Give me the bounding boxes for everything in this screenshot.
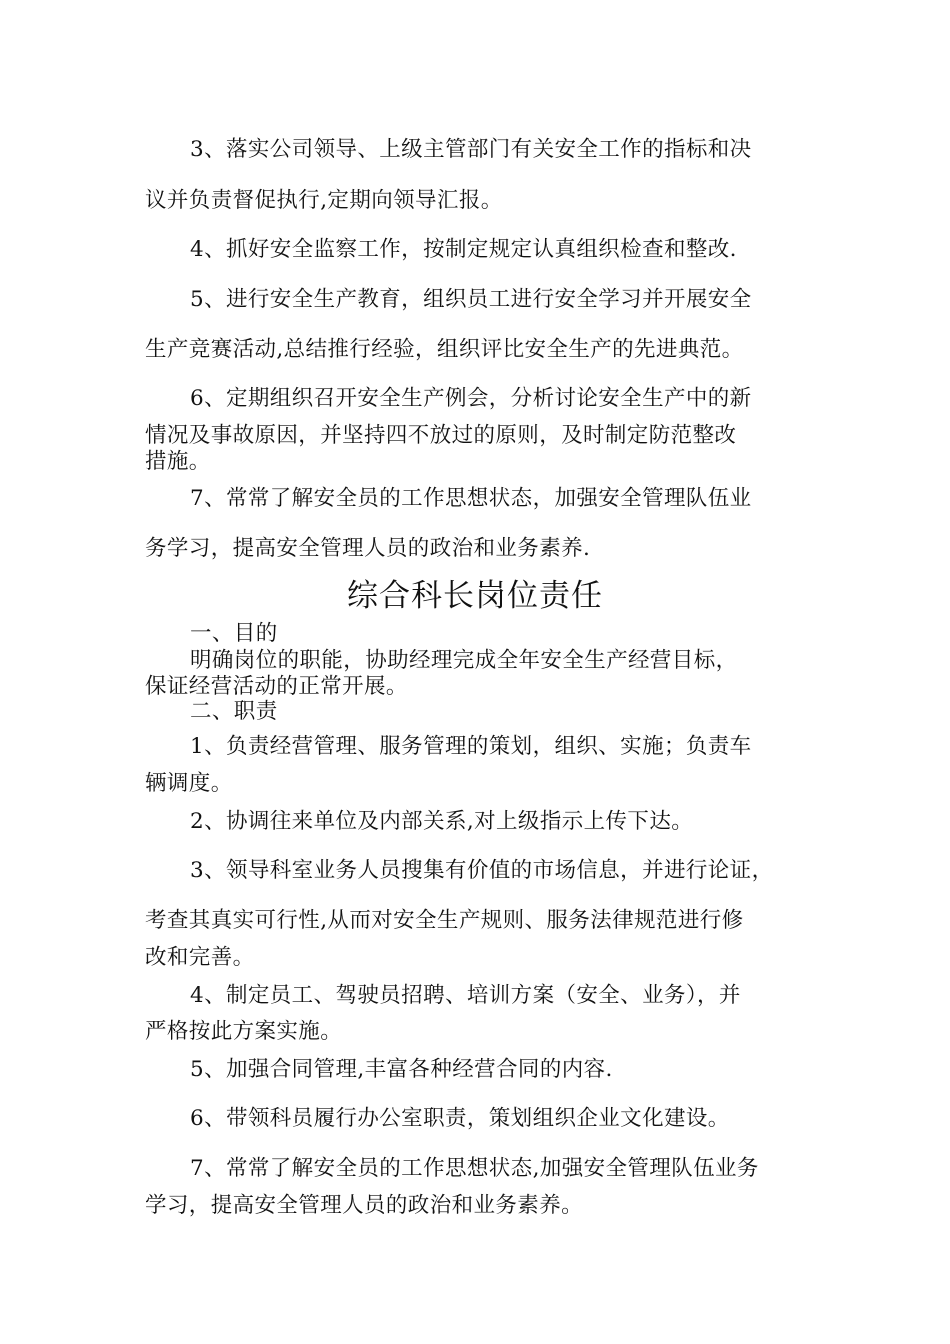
paragraph-line: 6、定期组织召开安全生产例会，分析讨论安全生产中的新 — [190, 386, 752, 411]
paragraph-line: 7、常常了解安全员的工作思想状态,加强安全管理队伍业务 — [190, 1156, 759, 1181]
paragraph-line: 情况及事故原因，并坚持四不放过的原则，及时制定防范整改 — [145, 423, 737, 448]
section-title: 综合科长岗位责任 — [347, 578, 603, 614]
paragraph-line: 5、进行安全生产教育，组织员工进行安全学习并开展安全 — [190, 287, 752, 312]
paragraph-line: 考查其真实可行性,从而对安全生产规则、服务法律规范进行修 — [145, 908, 744, 933]
paragraph-line: 辆调度。 — [145, 771, 233, 796]
paragraph-line: 学习，提高安全管理人员的政治和业务素养。 — [145, 1193, 584, 1218]
paragraph-line: 严格按此方案实施。 — [145, 1019, 343, 1044]
paragraph-line: 5、加强合同管理,丰富各种经营合同的内容. — [190, 1057, 613, 1082]
paragraph-line: 3、领导科室业务人员搜集有价值的市场信息，并进行论证， — [190, 858, 774, 883]
paragraph-line: 改和完善。 — [145, 945, 255, 970]
heading-duties: 二、职责 — [190, 699, 278, 724]
paragraph-line: 议并负责督促执行,定期向领导汇报。 — [145, 188, 503, 213]
paragraph-line: 明确岗位的职能，协助经理完成全年安全生产经营目标， — [190, 648, 738, 673]
paragraph-line: 6、带领科员履行办公室职责，策划组织企业文化建设。 — [190, 1106, 730, 1131]
heading-purpose: 一、目的 — [190, 621, 278, 646]
paragraph-line: 3、落实公司领导、上级主管部门有关安全工作的指标和决 — [190, 137, 752, 162]
paragraph-line: 2、协调往来单位及内部关系,对上级指示上传下达。 — [190, 809, 694, 834]
paragraph-line: 务学习，提高安全管理人员的政治和业务素养. — [145, 536, 591, 561]
paragraph-line: 措施。 — [145, 449, 211, 474]
paragraph-line: 生产竞赛活动,总结推行经验，组织评比安全生产的先进典范。 — [145, 337, 744, 362]
paragraph-line: 1、负责经营管理、服务管理的策划，组织、实施；负责车 — [190, 734, 752, 759]
paragraph-line: 保证经营活动的正常开展。 — [145, 674, 408, 699]
paragraph-line: 7、常常了解安全员的工作思想状态，加强安全管理队伍业 — [190, 486, 752, 511]
paragraph-line: 4、制定员工、驾驶员招聘、培训方案（安全、业务），并 — [190, 983, 741, 1008]
paragraph-line: 4、抓好安全监察工作，按制定规定认真组织检查和整改. — [190, 237, 737, 262]
